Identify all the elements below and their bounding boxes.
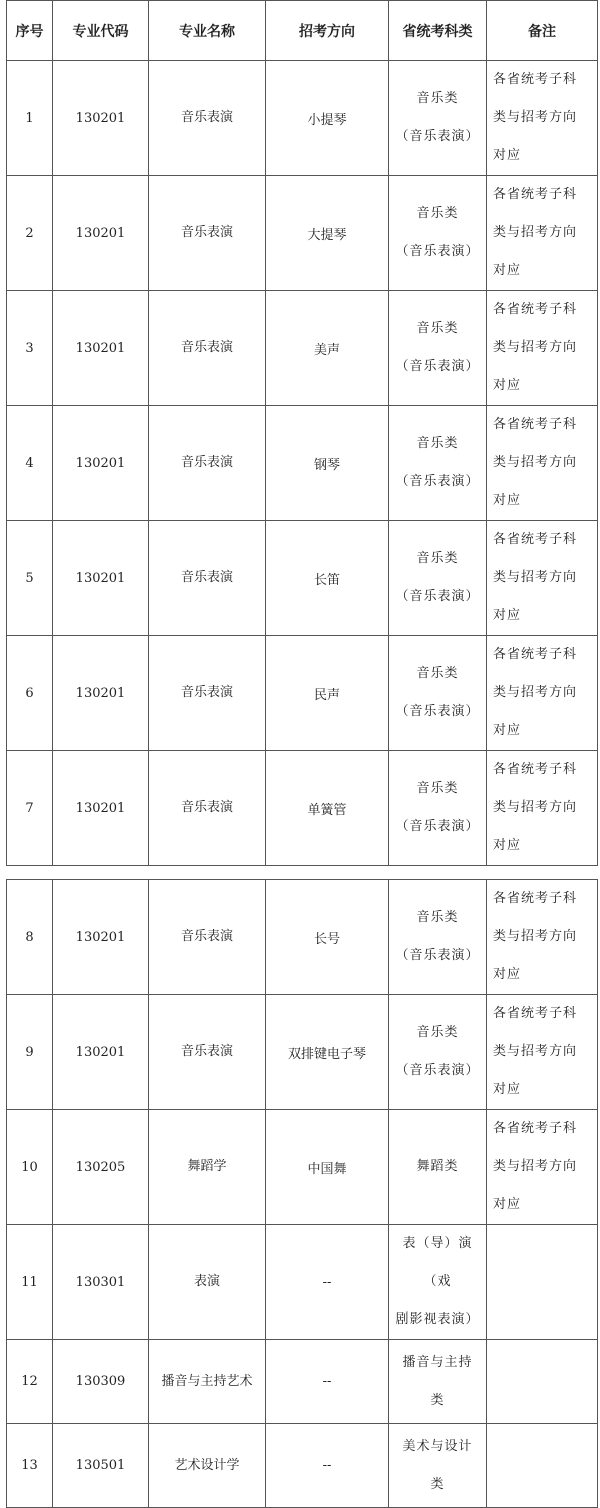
remark-line: 类与招考方向 [493, 225, 578, 240]
major-code: 130309 [53, 1340, 149, 1424]
exam-category-line: 音乐类 [416, 1025, 459, 1040]
exam-category-line: （音乐表演） [395, 948, 480, 963]
row-number: 5 [7, 521, 53, 636]
exam-category [389, 176, 487, 291]
exam-category-line: （音乐表演） [395, 589, 480, 604]
header-category: 省统考科类 [389, 1, 487, 61]
remark-line: 类与招考方向 [493, 570, 578, 585]
remark-line: 各省统考子科 [493, 762, 578, 777]
table-row [7, 1110, 598, 1225]
remark-line: 各省统考子科 [493, 72, 578, 87]
table-row [7, 1340, 598, 1424]
header-code: 专业代码 [53, 1, 149, 61]
major-name: 音乐表演 [149, 291, 266, 406]
remark-line: 对应 [493, 378, 522, 393]
table-row [7, 406, 598, 521]
majors-table-part-2 [6, 879, 598, 1508]
exam-direction: 民声 [266, 636, 389, 751]
major-code: 130201 [53, 751, 149, 866]
row-number: 7 [7, 751, 53, 866]
remark [487, 751, 598, 866]
remark-line: 对应 [493, 967, 522, 982]
table-row [7, 61, 598, 176]
major-name: 音乐表演 [149, 636, 266, 751]
exam-direction: 钢琴 [266, 406, 389, 521]
exam-category [389, 880, 487, 995]
exam-direction: 长号 [266, 880, 389, 995]
major-name: 音乐表演 [149, 751, 266, 866]
remark [487, 1225, 598, 1340]
table-row [7, 176, 598, 291]
remark [487, 176, 598, 291]
row-number: 3 [7, 291, 53, 406]
major-code: 130201 [53, 176, 149, 291]
major-name: 音乐表演 [149, 176, 266, 291]
exam-category-line: 音乐类 [416, 551, 459, 566]
remark-line: 各省统考子科 [493, 532, 578, 547]
remark-line: 对应 [493, 838, 522, 853]
major-name: 音乐表演 [149, 880, 266, 995]
remark-line: 类与招考方向 [493, 455, 578, 470]
exam-category-line: 剧影视表演） [395, 1312, 480, 1327]
remark [487, 995, 598, 1110]
table-row [7, 636, 598, 751]
major-code: 130205 [53, 1110, 149, 1225]
major-name: 音乐表演 [149, 521, 266, 636]
majors-table-part-1 [6, 0, 598, 866]
exam-category-line: （音乐表演） [395, 359, 480, 374]
exam-direction: -- [266, 1340, 389, 1424]
remark [487, 1340, 598, 1424]
major-code: 130501 [53, 1424, 149, 1508]
exam-category-line: 类 [430, 1476, 445, 1492]
exam-direction: 单簧管 [266, 751, 389, 866]
row-number: 8 [7, 880, 53, 995]
exam-direction: -- [266, 1225, 389, 1340]
exam-category-line: 音乐类 [416, 666, 459, 681]
table-header-row [7, 1, 598, 61]
remark [487, 880, 598, 995]
remark [487, 291, 598, 406]
remark-line: 各省统考子科 [493, 302, 578, 317]
exam-direction: 小提琴 [266, 61, 389, 176]
row-number: 13 [7, 1424, 53, 1508]
exam-category [389, 1225, 487, 1340]
exam-direction: 长笛 [266, 521, 389, 636]
row-number: 6 [7, 636, 53, 751]
major-name: 播音与主持艺术 [149, 1340, 266, 1424]
major-name: 表演 [149, 1225, 266, 1340]
remark-line: 类与招考方向 [493, 110, 578, 125]
row-number: 11 [7, 1225, 53, 1340]
exam-category-line: 音乐类 [416, 91, 459, 106]
exam-category-line: 音乐类 [416, 436, 459, 451]
header-note: 备注 [487, 1, 598, 61]
exam-category [389, 995, 487, 1110]
remark [487, 61, 598, 176]
exam-category-line: 类 [430, 1392, 445, 1408]
remark-line: 各省统考子科 [493, 1121, 578, 1136]
exam-category-line: 舞蹈类 [416, 1159, 459, 1174]
exam-category-line: （音乐表演） [395, 704, 480, 719]
table-row [7, 1424, 598, 1508]
remark-line: 各省统考子科 [493, 647, 578, 662]
remark [487, 1110, 598, 1225]
remark-line: 对应 [493, 1197, 522, 1212]
header-name: 专业名称 [149, 1, 266, 61]
table-row [7, 291, 598, 406]
remark-line: 类与招考方向 [493, 1159, 578, 1174]
major-code: 130201 [53, 521, 149, 636]
remark-line: 类与招考方向 [493, 929, 578, 944]
exam-category-line: 音乐类 [416, 910, 459, 925]
remark-line: 类与招考方向 [493, 1044, 578, 1059]
major-code: 130201 [53, 636, 149, 751]
remark [487, 636, 598, 751]
table-row [7, 995, 598, 1110]
major-name: 音乐表演 [149, 406, 266, 521]
remark-line: 对应 [493, 608, 522, 623]
exam-category [389, 61, 487, 176]
remark-line: 对应 [493, 723, 522, 738]
remark-line: 对应 [493, 263, 522, 278]
remark-line: 类与招考方向 [493, 340, 578, 355]
exam-category [389, 291, 487, 406]
exam-category-line: （音乐表演） [395, 244, 480, 259]
exam-category-line: （音乐表演） [395, 474, 480, 489]
header-no: 序号 [7, 1, 53, 61]
exam-category [389, 1424, 487, 1508]
exam-category [389, 521, 487, 636]
exam-category-line: 播音与主持 [402, 1354, 473, 1370]
exam-category [389, 406, 487, 521]
row-number: 1 [7, 61, 53, 176]
exam-category [389, 1340, 487, 1424]
remark-line: 各省统考子科 [493, 187, 578, 202]
table-row [7, 521, 598, 636]
exam-category-line: 表（导）演（戏 [402, 1236, 473, 1289]
exam-category [389, 636, 487, 751]
exam-category [389, 751, 487, 866]
exam-direction: 大提琴 [266, 176, 389, 291]
exam-category [389, 1110, 487, 1225]
major-code: 130201 [53, 406, 149, 521]
remark-line: 类与招考方向 [493, 800, 578, 815]
major-name: 舞蹈学 [149, 1110, 266, 1225]
exam-direction: 美声 [266, 291, 389, 406]
major-name: 艺术设计学 [149, 1424, 266, 1508]
major-code: 130201 [53, 61, 149, 176]
exam-category-line: （音乐表演） [395, 819, 480, 834]
exam-direction: 双排键电子琴 [266, 995, 389, 1110]
remark-line: 对应 [493, 148, 522, 163]
major-code: 130201 [53, 880, 149, 995]
major-code: 130301 [53, 1225, 149, 1340]
exam-category-line: （音乐表演） [395, 1063, 480, 1078]
remark [487, 1424, 598, 1508]
remark [487, 521, 598, 636]
major-code: 130201 [53, 995, 149, 1110]
exam-category-line: 音乐类 [416, 206, 459, 221]
row-number: 2 [7, 176, 53, 291]
major-name: 音乐表演 [149, 61, 266, 176]
remark-line: 各省统考子科 [493, 417, 578, 432]
exam-direction: 中国舞 [266, 1110, 389, 1225]
major-code: 130201 [53, 291, 149, 406]
table-row [7, 1225, 598, 1340]
header-direction: 招考方向 [266, 1, 389, 61]
row-number: 12 [7, 1340, 53, 1424]
remark-line: 各省统考子科 [493, 891, 578, 906]
remark-line: 对应 [493, 1082, 522, 1097]
row-number: 10 [7, 1110, 53, 1225]
exam-direction: -- [266, 1424, 389, 1508]
major-name: 音乐表演 [149, 995, 266, 1110]
table-row [7, 751, 598, 866]
remark-line: 各省统考子科 [493, 1006, 578, 1021]
row-number: 9 [7, 995, 53, 1110]
remark [487, 406, 598, 521]
row-number: 4 [7, 406, 53, 521]
table-row [7, 880, 598, 995]
exam-category-line: 音乐类 [416, 781, 459, 796]
remark-line: 对应 [493, 493, 522, 508]
remark-line: 类与招考方向 [493, 685, 578, 700]
exam-category-line: （音乐表演） [395, 129, 480, 144]
exam-category-line: 美术与设计 [402, 1438, 473, 1454]
exam-category-line: 音乐类 [416, 321, 459, 336]
